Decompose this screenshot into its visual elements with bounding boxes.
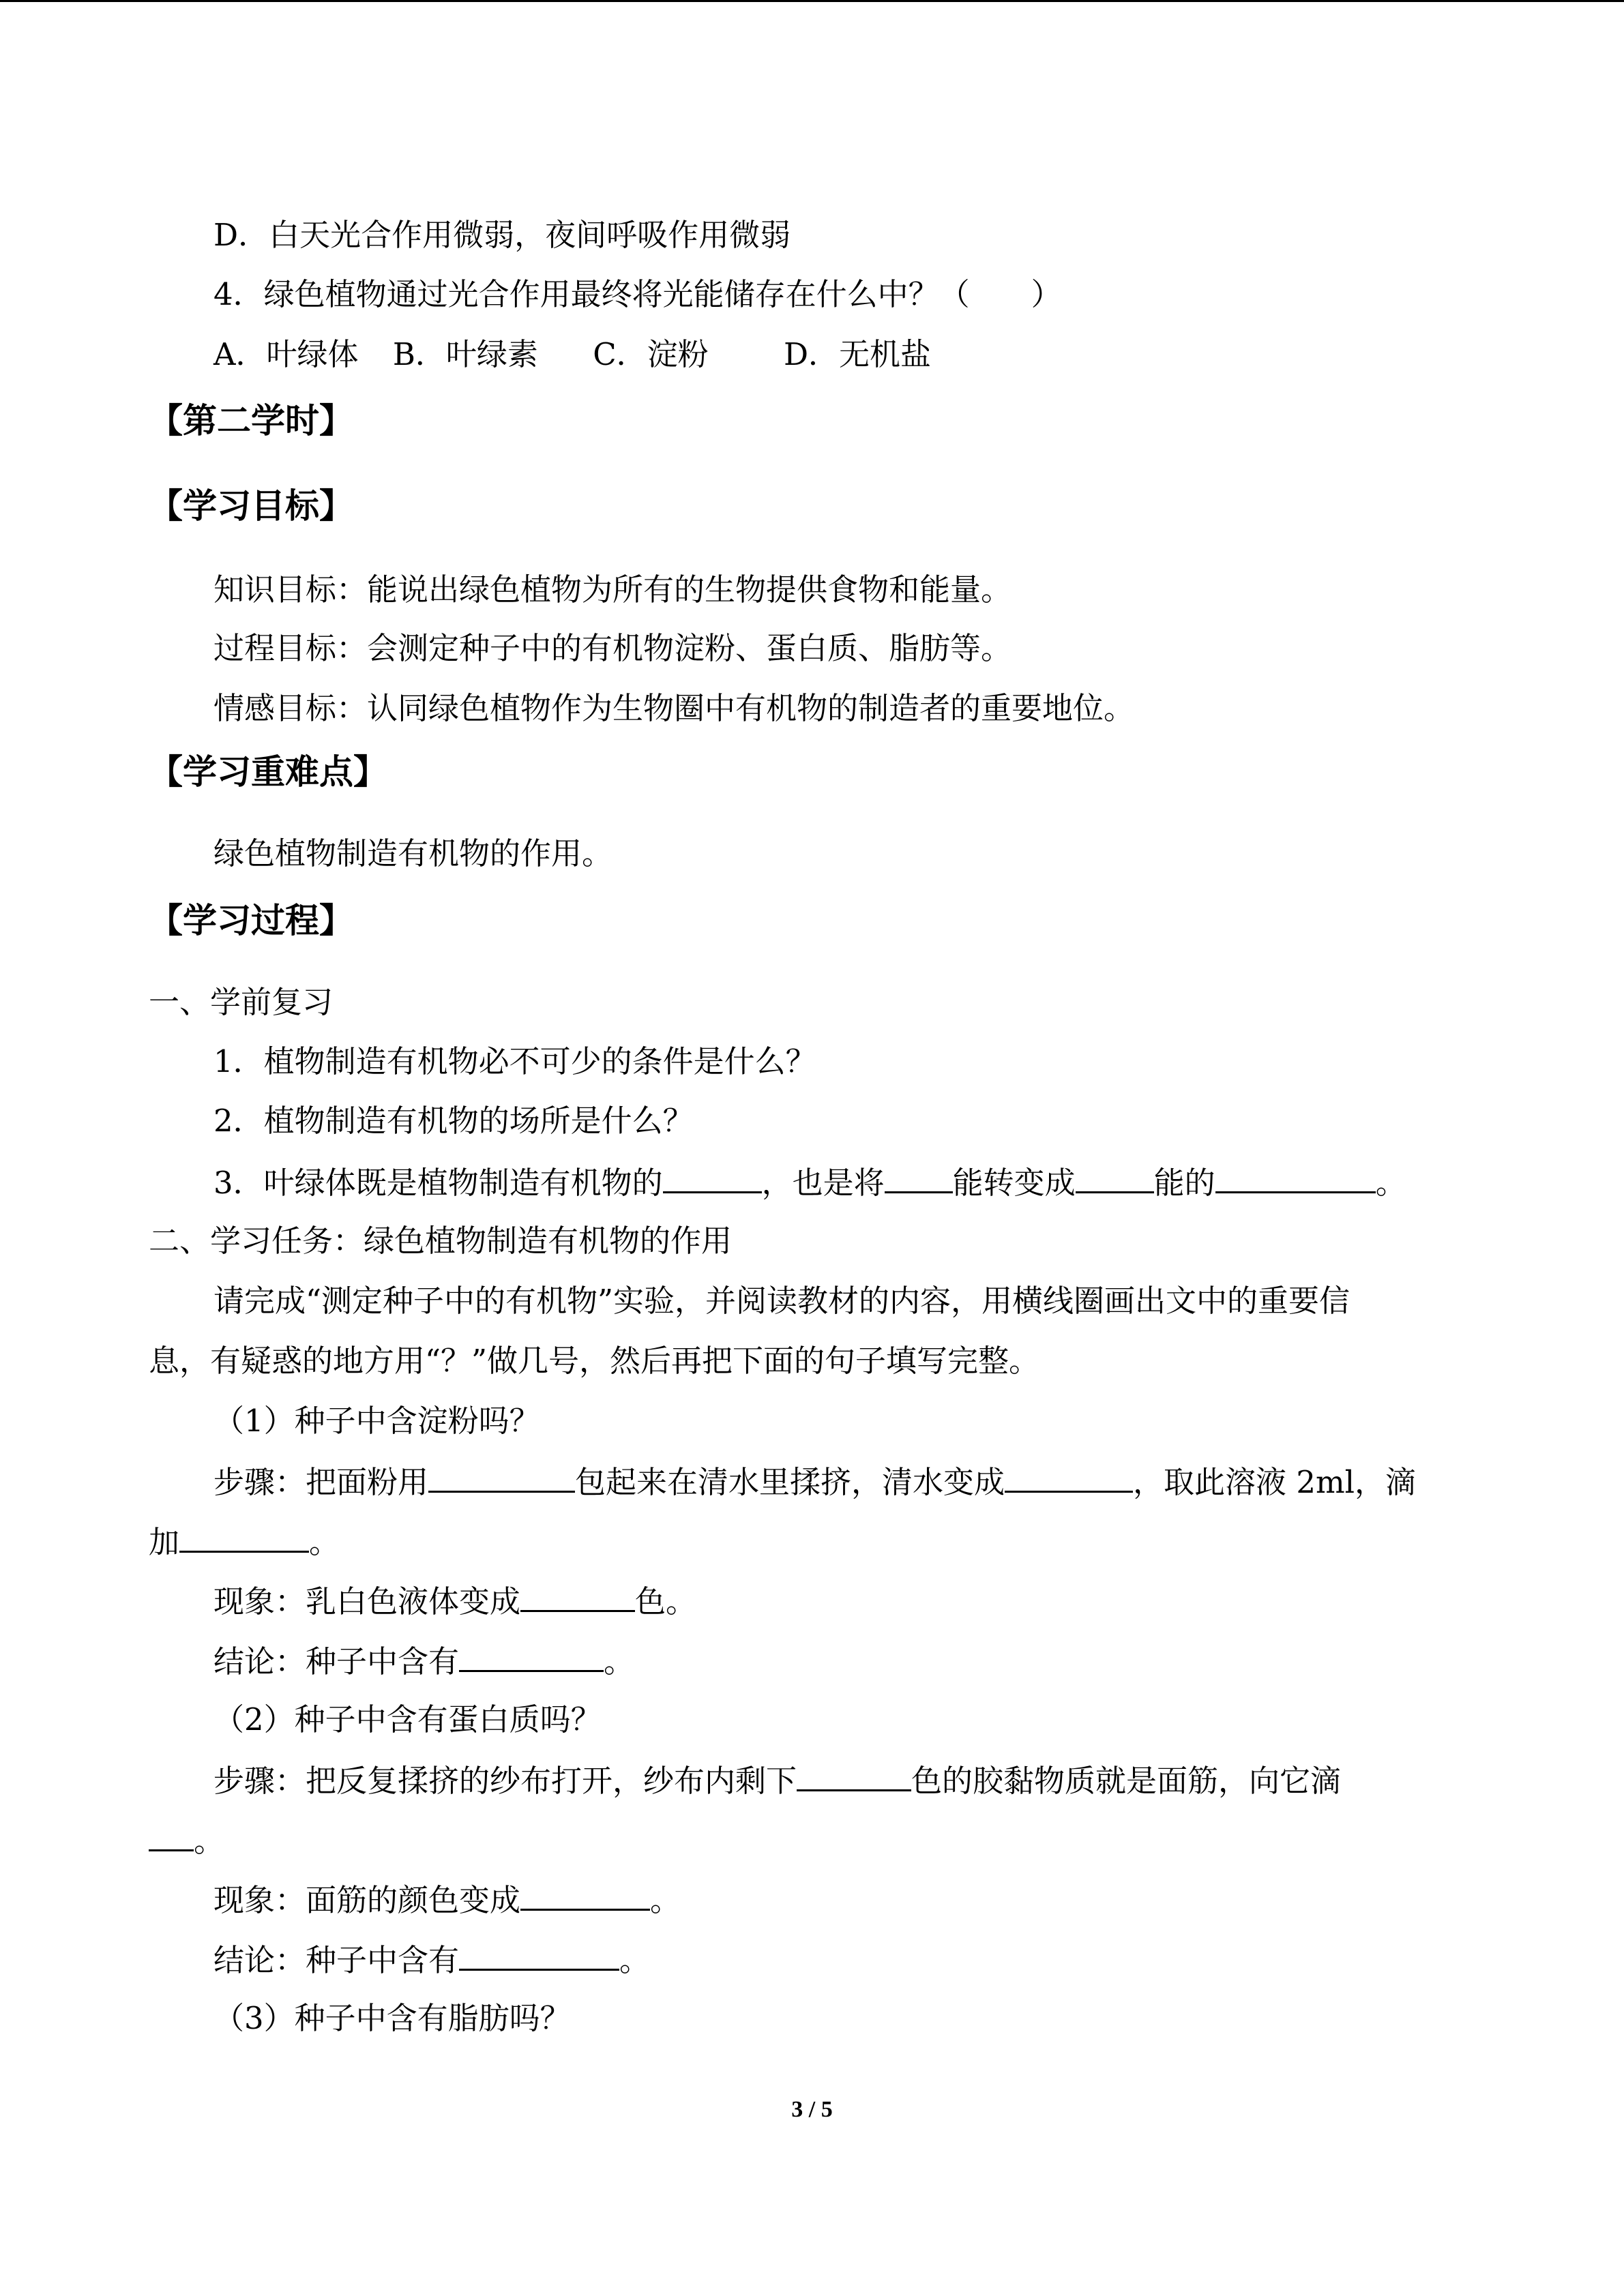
q4-options [213, 334, 931, 375]
heading-second-period: 【第二学时】 [149, 401, 353, 441]
review-q3-text-c: 能转变成 [952, 1165, 1076, 1201]
review-q3-text-d: 能的 [1153, 1165, 1215, 1201]
starch-phenomenon [213, 1580, 696, 1622]
task-intro-line-1: 请完成“测定种子中的有机物”实验，并阅读教材的内容，用横线圈画出文中的重要信 [213, 1283, 1350, 1319]
starch-phenomenon-text-a: 现象：乳白色液体变成 [213, 1583, 521, 1620]
starch-conclusion [213, 1640, 634, 1682]
starch-step-cont [149, 1521, 340, 1563]
review-q3-text-a: 3．叶绿体既是植物制造有机物的 [213, 1165, 663, 1201]
blank-starch-phenomenon[interactable] [520, 1580, 635, 1612]
starch-step [213, 1461, 1416, 1503]
heading-objectives: 【学习目标】 [149, 486, 353, 526]
objective-emotion: 情感目标：认同绿色植物作为生物圈中有机物的制造者的重要地位。 [213, 690, 1135, 726]
q4-option-c: C．淀粉 [593, 336, 709, 372]
page-number: 3 / 5 [791, 2097, 833, 2122]
objective-process: 过程目标：会测定种子中的有机物淀粉、蛋白质、脂肪等。 [213, 630, 1012, 666]
q4-option-a: A．叶绿体 [213, 336, 359, 372]
protein-title: （2）种子中含有蛋白质吗？ [213, 1701, 602, 1738]
blank-protein-step-1[interactable] [797, 1759, 911, 1791]
blank-q3-2[interactable] [885, 1161, 953, 1193]
review-q3 [213, 1161, 1406, 1204]
blank-starch-step-3[interactable] [179, 1521, 309, 1553]
starch-step-text-c: ，取此溶液 2ml，滴 [1133, 1464, 1417, 1500]
protein-conclusion [213, 1939, 650, 1981]
protein-phenomenon [213, 1879, 681, 1921]
starch-step-text-d: 加 [149, 1524, 180, 1560]
fat-title: （3）种子中含有脂肪吗？ [213, 2000, 571, 2036]
review-q2: 2．植物制造有机物的场所是什么？ [213, 1103, 694, 1139]
task-intro-line-2: 息，有疑惑的地方用“？”做几号，然后再把下面的句子填写完整。 [149, 1343, 1040, 1379]
q4-option-d: D．无机盐 [783, 336, 932, 372]
q4-option-b: B．叶绿素 [392, 336, 538, 372]
blank-protein-step-2[interactable] [149, 1819, 194, 1851]
review-q3-text-e: 。 [1375, 1165, 1406, 1201]
objective-knowledge: 知识目标：能说出绿色植物为所有的生物提供食物和能量。 [213, 571, 1012, 608]
starch-step-text-b: 包起来在清水里揉挤，清水变成 [575, 1464, 1005, 1500]
protein-conclusion-text-a: 结论：种子中含有 [213, 1942, 460, 1978]
review-q1: 1．植物制造有机物必不可少的条件是什么？ [213, 1043, 816, 1079]
protein-step-text-b: 色的胶黏物质就是面筋，向它滴 [911, 1763, 1342, 1799]
starch-conclusion-text-a: 结论：种子中含有 [213, 1643, 460, 1680]
blank-starch-conclusion[interactable] [459, 1640, 604, 1672]
starch-title: （1）种子中含淀粉吗？ [213, 1403, 540, 1439]
blank-q3-3[interactable] [1076, 1161, 1154, 1193]
starch-phenomenon-text-b: 色。 [635, 1583, 697, 1620]
blank-protein-conclusion[interactable] [459, 1939, 619, 1971]
protein-step-cont [149, 1819, 224, 1862]
protein-conclusion-text-b: 。 [619, 1942, 651, 1978]
blank-q3-1[interactable] [663, 1161, 762, 1193]
blank-protein-phenomenon[interactable] [520, 1879, 650, 1911]
blank-starch-step-2[interactable] [1005, 1461, 1133, 1493]
starch-step-text-a: 步骤：把面粉用 [213, 1464, 429, 1500]
task-title: 二、学习任务：绿色植物制造有机物的作用 [149, 1223, 733, 1259]
protein-phenomenon-text-b: 。 [650, 1882, 681, 1918]
protein-step-text-c: 。 [194, 1823, 225, 1859]
review-title: 一、学前复习 [149, 984, 334, 1020]
protein-phenomenon-text-a: 现象：面筋的颜色变成 [213, 1882, 521, 1918]
blank-q3-4[interactable] [1215, 1161, 1376, 1193]
q4-stem: 4．绿色植物通过光合作用最终将光能储存在什么中？（ ） [213, 276, 1062, 312]
heading-process: 【学习过程】 [149, 901, 353, 940]
review-q3-text-b: ，也是将 [761, 1165, 885, 1201]
starch-conclusion-text-b: 。 [604, 1643, 635, 1680]
q3-option-d: D．白天光合作用微弱，夜间呼吸作用微弱 [213, 217, 791, 253]
heading-key-points: 【学习重难点】 [149, 752, 387, 792]
top-border [0, 0, 1624, 2]
protein-step-text-a: 步骤：把反复揉挤的纱布打开，纱布内剩下 [213, 1763, 797, 1799]
protein-step [213, 1759, 1341, 1802]
starch-step-text-e: 。 [309, 1524, 340, 1560]
blank-starch-step-1[interactable] [428, 1461, 575, 1493]
key-point-text: 绿色植物制造有机物的作用。 [213, 835, 613, 871]
